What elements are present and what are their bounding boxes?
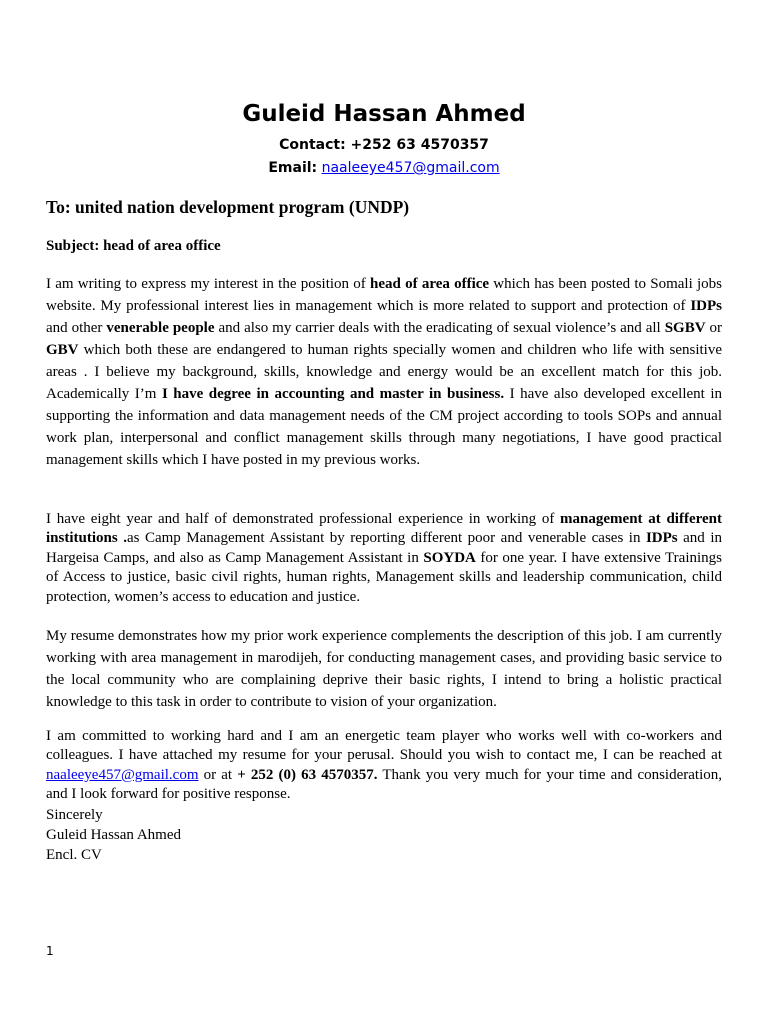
body-paragraph-4: I am committed to working hard and I am an energetic team player who works well with co-workers and colleagues. I have attached my resume for your perusal. Should you wish to contact me, I can be reached at naaleeye457@gmail.com or at + 252 (0) 63 4570357. Thank you very much for your time and consideration, and I look forward for positive response. [46,728,722,803]
recipient-abbrev: (UNDP) [348,197,410,217]
enclosure-note: Encl. CV [46,847,102,863]
phone-number: + 252 (0) 63 4570357. [237,766,378,783]
email-link-inline[interactable]: naaleeye457@gmail.com [46,766,199,783]
closing-block [46,805,181,865]
page-number: 1 [46,944,54,958]
body-paragraph-2: I have eight year and half of demonstrated professional experience in working of management at different institutions .as Camp Management Assistant by reporting different poor and venerable cases in IDPs and in Hargeisa Camps, and also as Camp Management Assistant in SOYDA for one year. I have extensive Trainings of Access to justice, basic civil rights, human rights, Management skills and leadership communication, child protection, women’s access to education and justice. [46,511,723,605]
email-line [0,160,768,176]
applicant-name: Guleid Hassan Ahmed [242,101,526,127]
sign-off: Sincerely [46,807,103,823]
email-link[interactable]: naaleeye457@gmail.com [321,160,500,176]
body-paragraph-3: My resume demonstrates how my prior work experience complements the description of this job. I am currently working with area management in marodijeh, for conducting management cases, and providing basic service to the local community who are complaining deprive their basic rights, I intend to bring a holistic practical knowledge to this task in order to contribute to vision of your organization. [46,628,722,710]
body-paragraph-1: I am writing to express my interest in the position of head of area office which has been posted to Somali jobs website. My professional interest lies in management which is more related to support and protection of IDPs and other venerable people and also my carrier deals with the eradicating of sexual violence’s and all SGBV or GBV which both these are endangered to human rights specially women and children who life with sensitive areas . I believe my background, skills, knowledge and energy would be an excellent match for this job. Academically I’m I have degree in accounting and master in business. I have also developed excellent in supporting the information and data management needs of the CM project according to tools SOPs and annual work plan, interpersonal and conflict management skills through many negotiations, I have good practical management skills which I have posted in my previous works. [46,276,723,468]
signature-name: Guleid Hassan Ahmed [46,827,181,843]
email-label: Email: [268,160,318,176]
recipient-text: To: united nation development program [46,197,349,217]
contact-phone: Contact: +252 63 4570357 [279,137,489,153]
subject-line: Subject: head of area office [46,238,221,254]
recipient-line [46,197,409,218]
